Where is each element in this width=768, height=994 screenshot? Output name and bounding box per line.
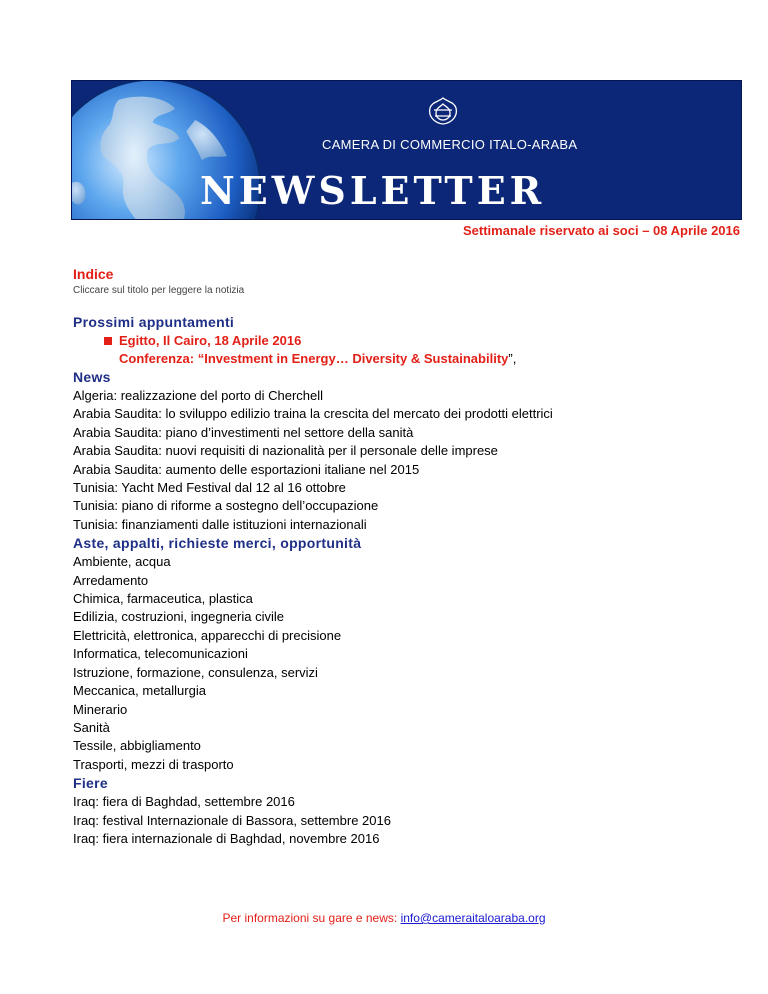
news-item[interactable]: Tunisia: finanziamenti dalle istituzioni internazionali — [73, 516, 367, 532]
fair-item[interactable]: Iraq: fiera internazionale di Baghdad, novembre 2016 — [73, 830, 380, 846]
event-date-location[interactable]: Egitto, Il Cairo, 18 Aprile 2016 — [119, 333, 302, 348]
news-item[interactable]: Arabia Saudita: aumento delle esportazioni italiane nel 2015 — [73, 461, 420, 477]
event-title-link[interactable]: Conferenza: “Investment in Energy… Diversity & Sustainability — [119, 351, 509, 366]
event-item[interactable] — [104, 332, 753, 368]
tender-category-item[interactable]: Trasporti, mezzi di trasporto — [73, 756, 234, 772]
news-item[interactable]: Arabia Saudita: piano d’investimenti nel settore della sanità — [73, 424, 414, 440]
footer-email-link[interactable]: info@cameraitaloaraba.org — [400, 911, 546, 925]
news-item[interactable]: Arabia Saudita: nuovi requisiti di nazionalità per il personale delle imprese — [73, 443, 498, 459]
tender-category-item[interactable]: Elettricità, elettronica, apparecchi di precisione — [73, 627, 342, 643]
tender-category-item[interactable]: Sanità — [73, 719, 110, 735]
section-title-tenders[interactable]: Aste, appalti, richieste merci, opportunità — [73, 535, 362, 552]
section-title-fairs[interactable]: Fiere — [73, 775, 108, 792]
news-item[interactable]: Algeria: realizzazione del porto di Cherchell — [73, 388, 324, 403]
news-item[interactable]: Tunisia: piano di riforme a sostegno dell’occupazione — [73, 498, 379, 514]
section-title-appointments[interactable]: Prossimi appuntamenti — [73, 314, 235, 330]
tender-category-item[interactable]: Informatica, telecomunicazioni — [73, 646, 248, 662]
newsletter-title: NEWSLETTER — [200, 168, 546, 213]
news-list — [73, 387, 753, 534]
newsletter-content — [73, 264, 753, 848]
fair-item[interactable]: Iraq: fiera di Baghdad, settembre 2016 — [73, 794, 295, 810]
newsletter-banner — [71, 80, 742, 220]
index-title: Indice — [73, 266, 114, 282]
tender-category-item[interactable]: Ambiente, acqua — [73, 554, 171, 570]
news-item[interactable]: Arabia Saudita: lo sviluppo edilizio traina la crescita del mercato dei prodotti elettrici — [73, 406, 553, 422]
organization-name: CAMERA DI COMMERCIO ITALO-ARABA — [322, 137, 578, 152]
tender-category-item[interactable]: Tessile, abbigliamento — [73, 738, 201, 754]
square-bullet-icon — [104, 337, 112, 345]
index-hint: Cliccare sul titolo per leggere la notizia — [73, 285, 245, 296]
tender-category-item[interactable]: Arredamento — [73, 572, 149, 588]
issue-subtitle: Settimanale riservato ai soci – 08 Aprile 2016 — [463, 223, 740, 238]
footer-text: Per informazioni su gare e news: — [222, 911, 401, 925]
fair-item[interactable]: Iraq: festival Internazionale di Bassora, settembre 2016 — [73, 812, 391, 828]
tenders-list — [73, 553, 753, 774]
footer-contact — [0, 911, 768, 925]
chamber-logo-icon — [426, 96, 460, 126]
news-item[interactable]: Tunisia: Yacht Med Festival dal 12 al 16 ottobre — [73, 480, 346, 496]
tender-category-item[interactable]: Meccanica, metallurgia — [73, 683, 206, 699]
section-title-news[interactable]: News — [73, 369, 111, 385]
tender-category-item[interactable]: Minerario — [73, 701, 128, 717]
tender-category-item[interactable]: Chimica, farmaceutica, plastica — [73, 591, 253, 607]
tender-category-item[interactable]: Edilizia, costruzioni, ingegneria civile — [73, 609, 284, 625]
fairs-list — [73, 793, 753, 848]
event-title-trail: ”, — [508, 351, 517, 366]
tender-category-item[interactable]: Istruzione, formazione, consulenza, servizi — [73, 664, 318, 680]
event-title — [119, 350, 753, 368]
